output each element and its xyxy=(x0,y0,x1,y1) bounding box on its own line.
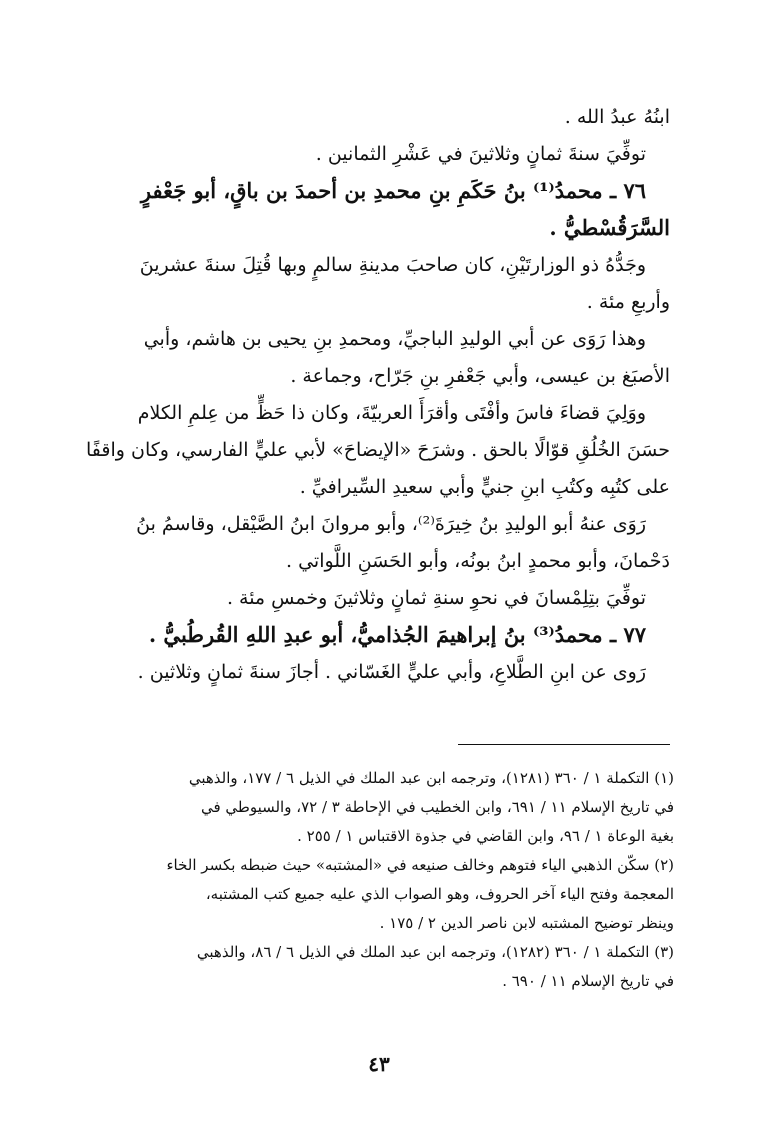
body-line: دَحْمانَ، وأبو محمدٍ ابنُ بونُه، وأبو الحَسَنِ اللَّواتي . xyxy=(286,550,670,572)
page-number: ٤٣ xyxy=(368,1052,390,1076)
body-line: رَوى عن ابنِ الطَّلاعِ، وأبي عليٍّ الغَسّاني . أجازَ سنةَ ثمانٍ وثلاثين . xyxy=(137,661,646,683)
main-text-block xyxy=(78,104,670,696)
footnote-line: (٢) سكّن الذهبي الياء فتوهم وخالف صنيعه في «المشتبه» حيث ضبطه بكسر الخاء xyxy=(166,856,674,874)
footnote-line: بغية الوعاة ١ / ٩٦، وابن القاضي في جذوة الاقتباس ١ / ٢٥٥ . xyxy=(297,827,674,845)
footnote-divider xyxy=(458,744,670,745)
body-line: توفِّيَ سنةَ ثمانٍ وثلاثينَ في عَشْرِ الثمانين . xyxy=(315,143,646,165)
body-line: حسَنَ الخُلُقِ قوّالًا بالحق . وشرَحَ «الإيضاحَ» لأبي عليٍّ الفارسي، وكان واقفًا xyxy=(86,439,670,461)
body-line: توفِّيَ بتِلِمْسانَ في نحوِ سنةِ ثمانٍ وثلاثينَ وخمسِ مئة . xyxy=(226,587,646,609)
footnotes-block xyxy=(78,768,674,1000)
body-line: رَوَى عنهُ أبو الوليدِ بنُ خِيرَةَ⁽²⁾، وأبو مروانَ ابنُ الصَّيْقل، وقاسمُ بنُ xyxy=(136,513,646,535)
body-line: على كتُبِه وكتُبِ ابنِ جنيٍّ وأبي سعيدِ السِّيرافيِّ . xyxy=(299,476,670,498)
entry-heading-76: ٧٦ ـ محمدُ⁽¹⁾ بنُ حَكَمِ بنِ محمدِ بن أحمدَ بن باقٍ، أبو جَعْفرٍ xyxy=(140,178,646,203)
body-line: الأصبَغ بن عيسى، وأبي جَعْفرِ بنِ جَرّاح، وجماعة . xyxy=(290,365,670,387)
body-line: ابنُهُ عبدُ الله . xyxy=(564,106,670,128)
entry-heading-76-cont: السَّرَقُسْطيُّ . xyxy=(549,215,670,240)
footnote-line: في تاريخ الإسلام ١١ / ٦٩١، وابن الخطيب في الإحاطة ٣ / ٧٢، والسيوطي في xyxy=(200,798,674,816)
footnote-line: في تاريخ الإسلام ١١ / ٦٩٠ . xyxy=(502,972,674,990)
entry-heading-77: ٧٧ ـ محمدُ⁽³⁾ بنُ إبراهيمَ الجُذاميُّ، أبو عبدِ اللهِ القُرطُبيُّ . xyxy=(148,622,646,647)
footnote-line: وينظر توضيح المشتبه لابن ناصر الدين ٢ / ١٧٥ . xyxy=(379,914,674,932)
body-line: ووَلِيَ قضاءَ فاسَ وأفْتَى وأقرَأَ العربيّةَ، وكان ذا حَظٍّ من عِلمِ الكلام xyxy=(137,402,646,424)
footnote-line: (٣) التكملة ١ / ٣٦٠ (١٢٨٢)، وترجمه ابن عبد الملك في الذيل ٦ / ٨٦، والذهبي xyxy=(196,943,674,961)
footnote-line: (١) التكملة ١ / ٣٦٠ (١٢٨١)، وترجمه ابن عبد الملك في الذيل ٦ / ١٧٧، والذهبي xyxy=(188,769,674,787)
body-line: وهذا رَوَى عن أبي الوليدِ الباجيِّ، ومحمدِ بنِ يحيى بن هاشم، وأبي xyxy=(143,328,646,350)
body-line: وجَدُّهُ ذو الوزارتَيْنِ، كان صاحبَ مدينةِ سالمٍ وبها قُتِلَ سنةَ عشرينَ xyxy=(139,254,646,276)
body-line: وأربعِ مئة . xyxy=(586,291,670,313)
footnote-line: المعجمة وفتح الياء آخر الحروف، وهو الصواب الذي عليه جميع كتب المشتبه، xyxy=(205,885,674,903)
